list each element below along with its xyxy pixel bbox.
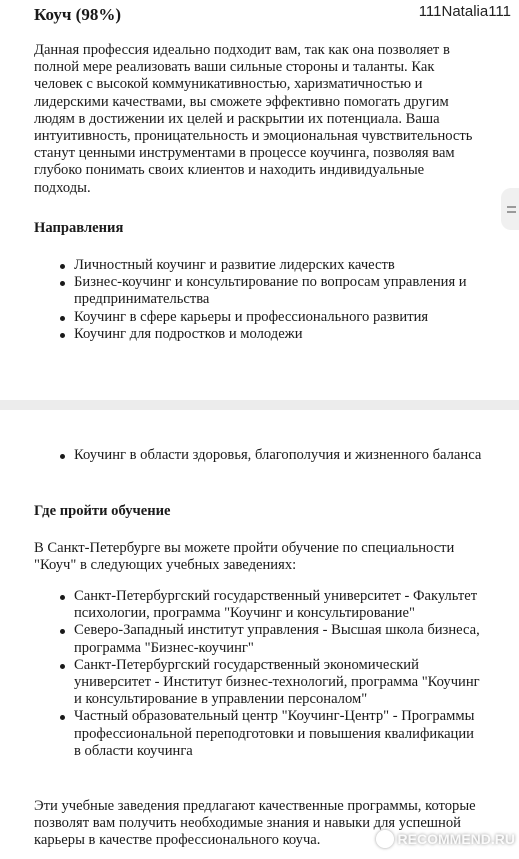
screenshot-page-1 — [0, 0, 519, 400]
list-item: Коучинг для подростков и молодежи — [34, 326, 484, 343]
list-item: Бизнес-коучинг и консультирование по вопросам управления и предпринимательства — [34, 274, 484, 308]
list-item: Коучинг в сфере карьеры и профессионального развития — [34, 309, 484, 326]
grip-line-icon — [507, 206, 516, 208]
scroll-handle[interactable] — [501, 188, 519, 230]
directions-list — [34, 257, 484, 343]
site-watermark — [376, 827, 515, 851]
education-intro: В Санкт-Петербурге вы можете пройти обучение по специальности "Коуч" в следующих учебных заведениях: — [34, 540, 455, 574]
list-item: Частный образовательный центр "Коучинг-Центр" - Программы профессиональной переподготовки и повышения квалификации в области коучинга — [34, 708, 484, 760]
directions-heading: Направления — [34, 220, 124, 236]
watermark-text: RECOMMEND.RU — [397, 831, 515, 847]
education-outro: Эти учебные заведения предлагают качественные программы, которые позволят вам получить необходимые знания и навыки для успешной карьеры в качестве профессионального коуча. — [34, 798, 476, 849]
screenshot-page-2 — [0, 410, 519, 859]
list-item: Северо-Западный институт управления - Высшая школа бизнеса, программа "Бизнес-коучинг" — [34, 622, 484, 656]
screenshot-divider — [0, 400, 519, 410]
intro-paragraph: Данная профессия идеально подходит вам, так как она позволяет в полной мере реализовать ваши сильные стороны и таланты. Как человек с высокой коммуникативностью, харизматичностью и лидерскими качествами, вы сможете эффективно помогать другим людям в достижении их целей и раскрытии их потенциала. Ваша интуитивность, проницательность и эмоциональная чувствительность станут ценными инструментами в процессе коучинга, позволяя вам глубоко понимать своих клиентов и находить индивидуальные подходы. — [34, 42, 473, 196]
education-heading: Где пройти обучение — [34, 503, 171, 519]
list-item: Санкт-Петербургский государственный университет - Факультет психологии, программа "Коучинг и консультирование" — [34, 588, 484, 622]
list-item: Санкт-Петербургский государственный экономический университет - Институт бизнес-технологий, программа "Коучинг и консультирование в управлении персоналом" — [34, 657, 484, 709]
username-watermark: 111Natalia111 — [418, 3, 511, 20]
page-title: Коуч (98%) — [34, 5, 121, 24]
grip-line-icon — [507, 211, 516, 213]
directions-list-continued — [34, 447, 484, 464]
list-item: Коучинг в области здоровья, благополучия и жизненного баланса — [34, 447, 484, 464]
checkmark-circle-icon — [376, 830, 394, 848]
title-row — [34, 4, 511, 28]
education-list — [34, 588, 484, 760]
list-item: Личностный коучинг и развитие лидерских качеств — [34, 257, 484, 274]
